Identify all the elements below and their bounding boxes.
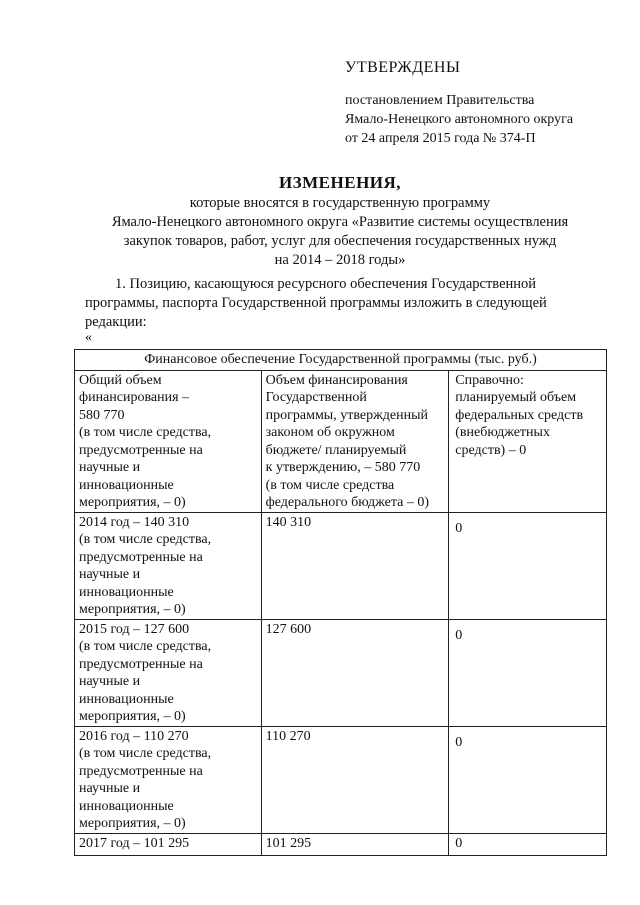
federal-cell — [449, 726, 607, 833]
year-note-line: инновационные — [79, 584, 174, 600]
header-text-line: 580 770 — [79, 407, 125, 423]
amount-cell — [261, 726, 449, 833]
federal-cell — [449, 833, 607, 855]
year-note-line: научные и — [79, 567, 141, 582]
title-subline: закупок товаров, работ, услуг для обеспечения государственных нужд — [123, 233, 557, 249]
year-cell — [75, 619, 262, 726]
table-row — [75, 512, 607, 619]
year-note-line: предусмотренные на — [79, 656, 203, 672]
header-text-line: Государственной — [265, 390, 367, 405]
header-text-line: федерального бюджета – 0) — [265, 495, 430, 510]
year-note-line: (в том числе средства, — [79, 639, 212, 654]
federal-cell — [449, 512, 607, 619]
header-text-line: федеральных средств — [455, 407, 584, 423]
federal-value: 0 — [455, 627, 463, 643]
open-quote: « — [85, 330, 92, 345]
federal-cell — [449, 619, 607, 726]
title-subline: на 2014 – 2018 годы» — [274, 252, 406, 268]
year-note-line: (в том числе средства, — [79, 746, 212, 761]
amount-cell — [261, 512, 449, 619]
federal-reference-cell — [449, 370, 607, 512]
header-text-line: законом об окружном — [265, 425, 395, 440]
header-text-line: планируемый объем — [455, 390, 577, 405]
year-note-line: предусмотренные на — [79, 549, 203, 565]
federal-value: 0 — [455, 520, 463, 536]
year-note-line: научные и — [79, 781, 141, 796]
header-text-line: Объем финансирования — [265, 372, 408, 388]
table-subheader-row — [75, 370, 607, 512]
year-note-line: мероприятия, – 0) — [79, 602, 186, 617]
approval-line: Ямало-Ненецкого автономного округа — [345, 112, 574, 127]
amount-value: 101 295 — [265, 835, 312, 851]
approval-block — [345, 58, 625, 148]
year-label: 2014 год – 140 310 — [79, 514, 190, 530]
approval-line: постановлением Правительства — [345, 93, 535, 108]
year-note-line: инновационные — [79, 691, 174, 707]
federal-value: 0 — [455, 835, 463, 851]
header-text-line: Общий объем — [79, 372, 162, 388]
body-paragraph — [85, 275, 613, 332]
header-text-line: (внебюджетных — [455, 425, 550, 440]
year-note-line: предусмотренные на — [79, 763, 203, 779]
amount-value: 127 600 — [265, 621, 312, 637]
amount-cell — [261, 833, 449, 855]
table-row — [75, 833, 607, 855]
header-text-line: программы, утвержденный — [265, 407, 428, 423]
year-label: 2015 год – 127 600 — [79, 621, 190, 637]
header-text-line: (в том числе средства, — [79, 425, 212, 440]
federal-value: 0 — [455, 734, 463, 750]
table-row — [75, 726, 607, 833]
header-text-line: Справочно: — [455, 372, 524, 388]
year-note-line: инновационные — [79, 798, 174, 814]
table-header: Финансовое обеспечение Государственной программы (тыс. руб.) — [75, 350, 607, 371]
header-text-line: (в том числе средства — [265, 477, 395, 493]
paragraph-line: 1. Позицию, касающуюся ресурсного обеспечения Государственной — [115, 276, 537, 292]
title-subline: Ямало-Ненецкого автономного округа «Развитие системы осуществления — [111, 214, 569, 230]
paragraph-line: редакции: — [85, 314, 147, 330]
approval-heading: УТВЕРЖДЕНЫ — [345, 59, 461, 76]
paragraph-line: программы, паспорта Государственной программы изложить в следующей — [85, 295, 547, 311]
amount-cell — [261, 619, 449, 726]
header-text-line: предусмотренные на — [79, 442, 203, 458]
year-note-line: мероприятия, – 0) — [79, 816, 186, 831]
year-note-line: (в том числе средства, — [79, 532, 212, 547]
year-cell — [75, 512, 262, 619]
year-note-line: мероприятия, – 0) — [79, 709, 186, 724]
year-cell — [75, 833, 262, 855]
header-text-line: бюджете/ планируемый — [265, 442, 407, 458]
header-text-line: средств) – 0 — [455, 442, 527, 458]
year-label: 2016 год – 110 270 — [79, 728, 189, 744]
header-text-line: к утверждению, – 580 770 — [265, 460, 421, 475]
header-text-line: мероприятия, – 0) — [79, 495, 186, 510]
year-label: 2017 год – 101 295 — [79, 835, 190, 851]
header-text-line: финансирования – — [79, 390, 190, 405]
table-row — [75, 619, 607, 726]
header-text-line: инновационные — [79, 477, 174, 493]
title-subline: которые вносятся в государственную программу — [189, 195, 491, 211]
total-financing-cell — [75, 370, 262, 512]
program-financing-cell — [261, 370, 449, 512]
amount-value: 110 270 — [265, 728, 311, 744]
header-text-line: научные и — [79, 460, 141, 475]
title-main: ИЗМЕНЕНИЯ, — [278, 173, 402, 192]
year-cell — [75, 726, 262, 833]
table-header-row — [75, 350, 607, 371]
year-note-line: научные и — [79, 674, 141, 689]
financing-table — [74, 349, 607, 856]
document-title — [90, 173, 590, 270]
amount-value: 140 310 — [265, 514, 312, 530]
approval-line: от 24 апреля 2015 года № 374-П — [345, 131, 536, 146]
